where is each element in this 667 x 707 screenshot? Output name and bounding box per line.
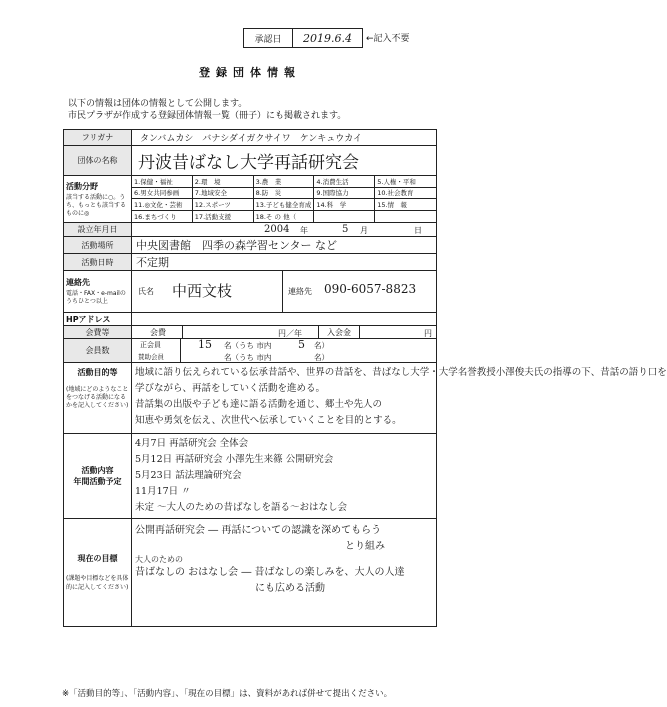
goals-field[interactable] [132,519,437,627]
category-cell[interactable]: 16.まちづくり [132,211,193,223]
field-label: 活動分野 [66,181,98,191]
goal-line: 公開再話研究会 ― 再話についての認識を深めてもらう [135,525,382,536]
members-label: 会員数 [64,339,132,363]
purpose-line: 地域に語り伝えられている伝承昔話や、世界の昔話を、昔ばなし大学・大学名誉教授小澤俊夫氏の指導の下、昔話の語り口を [135,367,667,378]
category-cell[interactable]: 17.活動支援 [193,211,254,223]
purpose-field[interactable] [132,363,667,434]
field-categories-cell [132,176,437,223]
category-cell[interactable]: 12.スポーツ [193,199,254,211]
fees-label: 会費等 [64,326,132,339]
goals-label-cell [64,519,132,627]
contact-name-field[interactable]: 中西文枝 [172,282,233,300]
category-cell[interactable]: 6.男女共同参画 [132,188,193,200]
day-unit: 日 [414,226,422,235]
activity-line: 4月7日 再話研究会 全体会 [135,438,249,449]
furigana-label: フリガナ [64,130,132,146]
contact-value-label: 連絡先 [288,287,312,296]
category-cell[interactable] [375,211,436,223]
regular-member-label: 正会員 [140,341,161,349]
category-cell[interactable]: 9.国際協力 [314,188,375,200]
contact-label-cell [64,271,132,313]
activities-label: 活動内容 [81,466,114,475]
activity-line: 未定 〜大人のための昔ばなしを語る〜おはなし会 [135,502,348,513]
registration-form [63,129,667,627]
intro-line-1: 以下の情報は団体の情報として公開します。 [68,99,248,109]
no-entry-note: ←記入不要 [366,34,410,44]
category-cell[interactable] [314,211,375,223]
goal-line: 大人のための [135,555,183,564]
entry-fee-unit: 円 [424,329,432,338]
regular-member-unit: 名（うち 市内 [224,341,272,350]
goals-label: 現在の目標 [77,554,118,563]
support-member-unit: 名（うち 市内 [224,353,272,362]
purpose-label: 活動目的等 [77,368,118,377]
goal-line: とり組み [345,541,385,552]
org-name-label: 団体の名称 [64,146,132,176]
category-cell[interactable]: 10.社会教育 [375,188,436,200]
footer-note: ※「活動目的等」、「活動内容」、「現在の目標」は、資料があれば併せて提出ください。 [62,689,393,699]
category-cell[interactable]: 2.環 境 [193,176,254,188]
place-label: 活動場所 [64,237,132,254]
goal-line: にも広める活動 [255,583,325,594]
contact-value-field[interactable]: 090-6057-8823 [324,282,417,296]
activity-line: 5月23日 話法理論研究会 [135,470,242,481]
category-cell[interactable]: 11.◎文化・芸術 [132,199,193,211]
regular-city-count[interactable]: 5 [298,338,305,351]
hp-field[interactable] [132,313,437,326]
activities-sub: 年間活動予定 [73,477,122,486]
purpose-line: 学びながら、再話をしていく活動を進める。 [135,383,326,394]
support-member-label: 賛助会員 [138,353,164,361]
established-year: 2004 [264,224,290,235]
category-cell[interactable]: 18.そ の 他（ [254,211,315,223]
category-cell[interactable]: 7.地域安全 [193,188,254,200]
category-cell[interactable]: 5.人権・平和 [375,176,436,188]
members-cell [132,339,437,363]
field-sub: 該当する活動に○。うち、もっとも該当するものに◎ [66,193,127,217]
support-close: 名） [314,353,329,362]
purpose-sub: (地域にどのようなことをつなげる活動になるかを記入してください) [66,386,129,409]
category-cell[interactable]: 4.消費生活 [314,176,375,188]
category-grid [132,176,436,222]
contact-cell [132,271,437,313]
fees-cell [132,326,437,339]
field-label-cell [64,176,132,223]
regular-member-count[interactable]: 15 [198,338,212,351]
goal-line: 昔ばなしの おはなし会 ― 昔ばなしの楽しみを、大人の人達 [135,567,405,578]
activity-line: 11月17日 〃 [135,486,191,497]
activities-field[interactable] [132,434,437,519]
approval-date-box [243,28,363,48]
year-unit: 年 [300,226,308,235]
datetime-label: 活動日時 [64,254,132,271]
approval-date-label: 承認日 [244,29,293,47]
category-cell[interactable]: 8.防 災 [254,188,315,200]
member-type-box [132,339,181,362]
contact-sub: 電話・FAX・e-mailのうちひとつ以上 [66,290,126,305]
place-field[interactable]: 中央図書館 四季の森学習センター など [132,237,437,254]
established-month: 5 [342,224,349,235]
org-name-field[interactable]: 丹波昔ばなし大学再話研究会 [132,146,437,176]
regular-close: 名） [314,341,329,350]
contact-label: 連絡先 [66,278,90,287]
purpose-label-cell [64,363,132,434]
activities-label-cell [64,434,132,519]
activity-line: 5月12日 再話研究会 小澤先生来篠 公開研究会 [135,454,334,465]
furigana-field[interactable]: タンバムカシ バナシダイガクサイワ ケンキュウカイ [132,130,437,146]
goals-sub: (課題や目標などを具体的に記入してください) [66,575,129,591]
datetime-field[interactable]: 不定期 [132,254,437,271]
document-title: 登録団体情報 [199,66,301,79]
category-cell[interactable]: 15.情 報 [375,199,436,211]
entry-fee-label: 入会金 [318,326,360,338]
category-cell[interactable]: 13.子ども健全育成 [254,199,315,211]
category-cell[interactable]: 3.農 業 [254,176,315,188]
month-unit: 月 [360,226,368,235]
intro-line-2: 市民プラザが作成する登録団体情報一覧（冊子）にも掲載されます。 [68,111,347,121]
established-label: 設立年月日 [64,223,132,237]
approval-date-value: 2019.6.4 [303,31,352,45]
purpose-line: 知恵や勇気を伝え、次世代へ伝承していくことを目的とする。 [135,415,402,426]
fee-label: 会費 [134,326,183,338]
category-cell[interactable]: 14.科 学 [314,199,375,211]
contact-name-box [132,271,283,312]
contact-name-label: 氏名 [138,287,154,296]
established-field[interactable] [132,223,437,237]
purpose-line: 昔話集の出版や子ども達に語る活動を通じ、郷土や先人の [135,399,383,410]
category-cell[interactable]: 1.保健・福祉 [132,176,193,188]
hp-label: HPアドレス [64,313,132,326]
fee-unit: 円／年 [278,329,302,338]
